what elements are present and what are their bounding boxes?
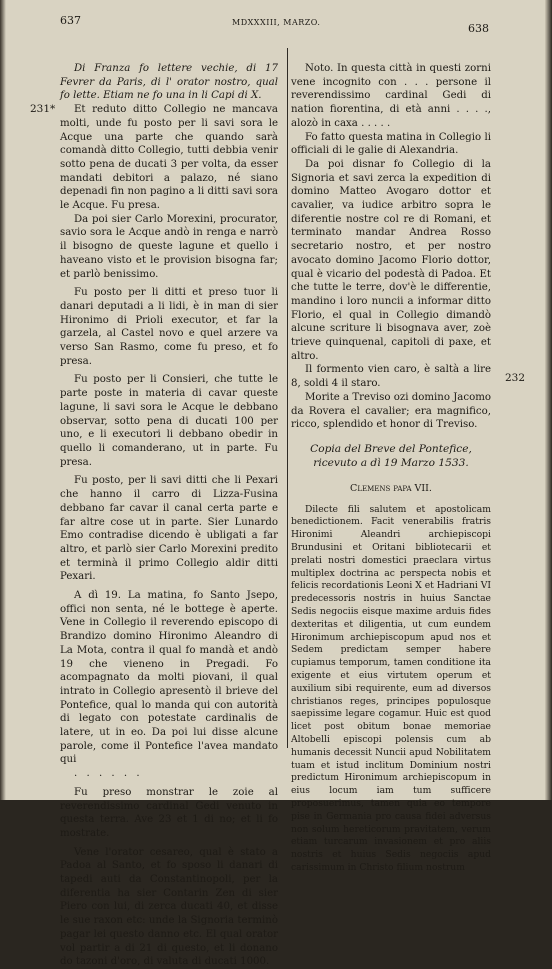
page-header [0,14,552,34]
page-number-left: 637 [60,14,81,27]
latin-text: Dilecte fili salutem et apostolicam benedictionem. Facit venerabilis fratris Hironimi Aleandri archiepiscopi Brundusini et Oritani bibliotecarii et prelati nostri domestici praeclara virtus multiplex doctrina ac perspecta nobis et felicis recordationis Leoni X et Hadriani VI predecessoris nostris in huius Sanctae Sedis negociis eisque maxime arduis fides dexteritas et diligentia, ut cum eundem Hironimum archiepiscopum apud nos et Sedem predictam semper habere cupiamus temporum, tamen conditione ita exigente et eius virtutem operum et auxilium sibi requirente, eum ad diversos christianos reges, principes populosque saepissime legare cogamur. Huic est quod licet post obitum bonae memoriae Altobelli episcopi polensis cum ab humanis decessit Nuncii apud Nobilitatem tuam et istud inclitum Dominium nostri predictum Hironimum archiepiscopum in eius locum iam tum sufficere proposuerimus, tamen quia eo tempore pise in Germania pro causa fidei adversus non solum hereticorum pravitatem, verum etiam turcarum invasionem et pro aliis nostris et huius Sedis negociis apud carissimum in Christo filium nostrum [291,503,491,873]
paragraph: Fo fatto questa matina in Collegio li officiali di le galie di Alexandria. [291,131,491,157]
margin-number-left: 231* [30,103,56,115]
paragraph: Fu posto per li ditti et preso tuor li danari deputadi a li lidi, è in man di sier Hironimo di Prioli executor, et far la garzela, al Castel novo e quel arzere va verso San Rasmo, come fu preso, et fo presa. [60,287,278,367]
section-title: Copia del Breve del Pontefice, ricevuto a dì 19 Marzo 1533. [310,442,472,469]
paragraph: Di Franza fo lettere vechie, di 17 Fevrer da Paris, di l' orator nostro, qual fo lette. Etiam ne fo una in li Capi di X. [60,63,278,102]
right-column [291,62,491,875]
paragraph: A dì 19. La matina, fo Santo Jsepo, offici non senta, né le bottege è aperte. Vene in Collegio il reverendo episcopo di Brandizo domino Hironimo Aleandro di La Mota, contra il qual fo mandà et andò 19 che vieneno in Pregadi. Fo acompagnato da molti piovani, il qual intrato in Collegio apresentò il brieve del Pontefice, qual lo manda qui con autorità di legato con potestate cardinalis de latere, ut in eo. Da poi lui disse alcune parole, come il Pontefice l'avea mandato qui [60,590,278,766]
paragraph: Fu posto, per li savi ditti che li Pexari che hanno il carro di Lizza-Fusina debbano far cavar il canal certa parte e far altre cose ut in parte. Sier Lunardo Emo contradise dicendo è ubligati a far altro, et parlò sier Carlo Morexini predito et terminà il primo Collegio aldir ditti Pexari. [60,475,278,583]
column-divider [287,48,288,748]
left-column [60,62,278,969]
page-number-right: 638 [468,22,489,35]
letter-heading: Clemens papa VII. [350,482,432,494]
paragraph: Et reduto ditto Collegio ne mancava molti, unde fu posto per li savi sora le Acque una parte che quando sarà comandà ditto Collegio, tutti debbia venir sotto pena de ducati 3 per volta, da esser mandati debitori a palazo, né siano depenadi fin non pagino a li ditti savi sora le Acque. Fu presa. [60,104,278,212]
running-title: MDXXXIII, MARZO. [232,18,321,27]
paragraph: Da poi disnar fo Collegio di la Signoria et savi zerca la expedition di domino Matteo Avogaro dottor et cavalier, va iudice arbitro sopra le diferentie nostre col re di Romani, et terminato mandar Andrea Rosso secretario nostro, et per nostro avocato domino Jacomo Florio dottor, qual è vicario del podestà di Padoa. Et che tutte le terre, dov'è le differentie, mandino i loro nuncii a informar ditto Florio, el qual in Collegio dimandò alcune scriture li bisognava aver, zoè trieve quinquenal, capitoli di paxe, et altro. [291,158,491,362]
paragraph: Vene l'orator cesareo, qual è stato a Padoa al Santo, et fo sposo li danari di tapedi auti da Constantinopoli, per la diferentia ha sier Contarin Zen di sier Piero con lui, di zerca ducati 40, et disse le sue raxon etc: unde la Signoria terminò pagar lei questo danno etc. El qual orator vol partir a di 21 di questo, et li donano do tazoni d'oro, di valuta di ducati 1000. [60,846,278,968]
paragraph: Noto. In questa città in questi zorni vene incognito con . . . persone il reverendissimo cardinal Gedi di nation fiorentina, di età anni . . . ., alozò in caxa . . . . . [291,63,491,129]
paragraph: Fu posto per li Consieri, che tutte le parte poste in materia di cavar queste lagune, li savi sora le Acque le debbano observar, sotto pena di ducati 100 per uno, e li executori li debbano obedir in quello li comanderano, ut in parte. Fu presa. [60,374,278,468]
paragraph: Da poi sier Carlo Morexini, procurator, savio sora le Acque andò in renga e narrò il bisogno de queste lagune et quello i haveano visto et le provision bisogna far; et parlò benissimo. [60,213,278,280]
paragraph: Morite a Treviso ozi domino Jacomo da Rovera el cavalier; era magnifico, ricco, splendido et honor di Treviso. [291,391,491,431]
ellipsis-line: . . . . . . [74,768,143,780]
paragraph: Il formento vien caro, è saltà a lire 8, soldi 4 il staro. [291,364,491,390]
page-shadow-right [545,0,552,800]
paragraph: Fu preso monstrar le zoie al reverendissimo cardinal Gedi venuto in questa terra. Ave 23 et 1 di no; et li fo mostrate. [60,786,278,839]
page-shadow-left [0,0,6,800]
margin-number-right: 232 [505,372,526,384]
